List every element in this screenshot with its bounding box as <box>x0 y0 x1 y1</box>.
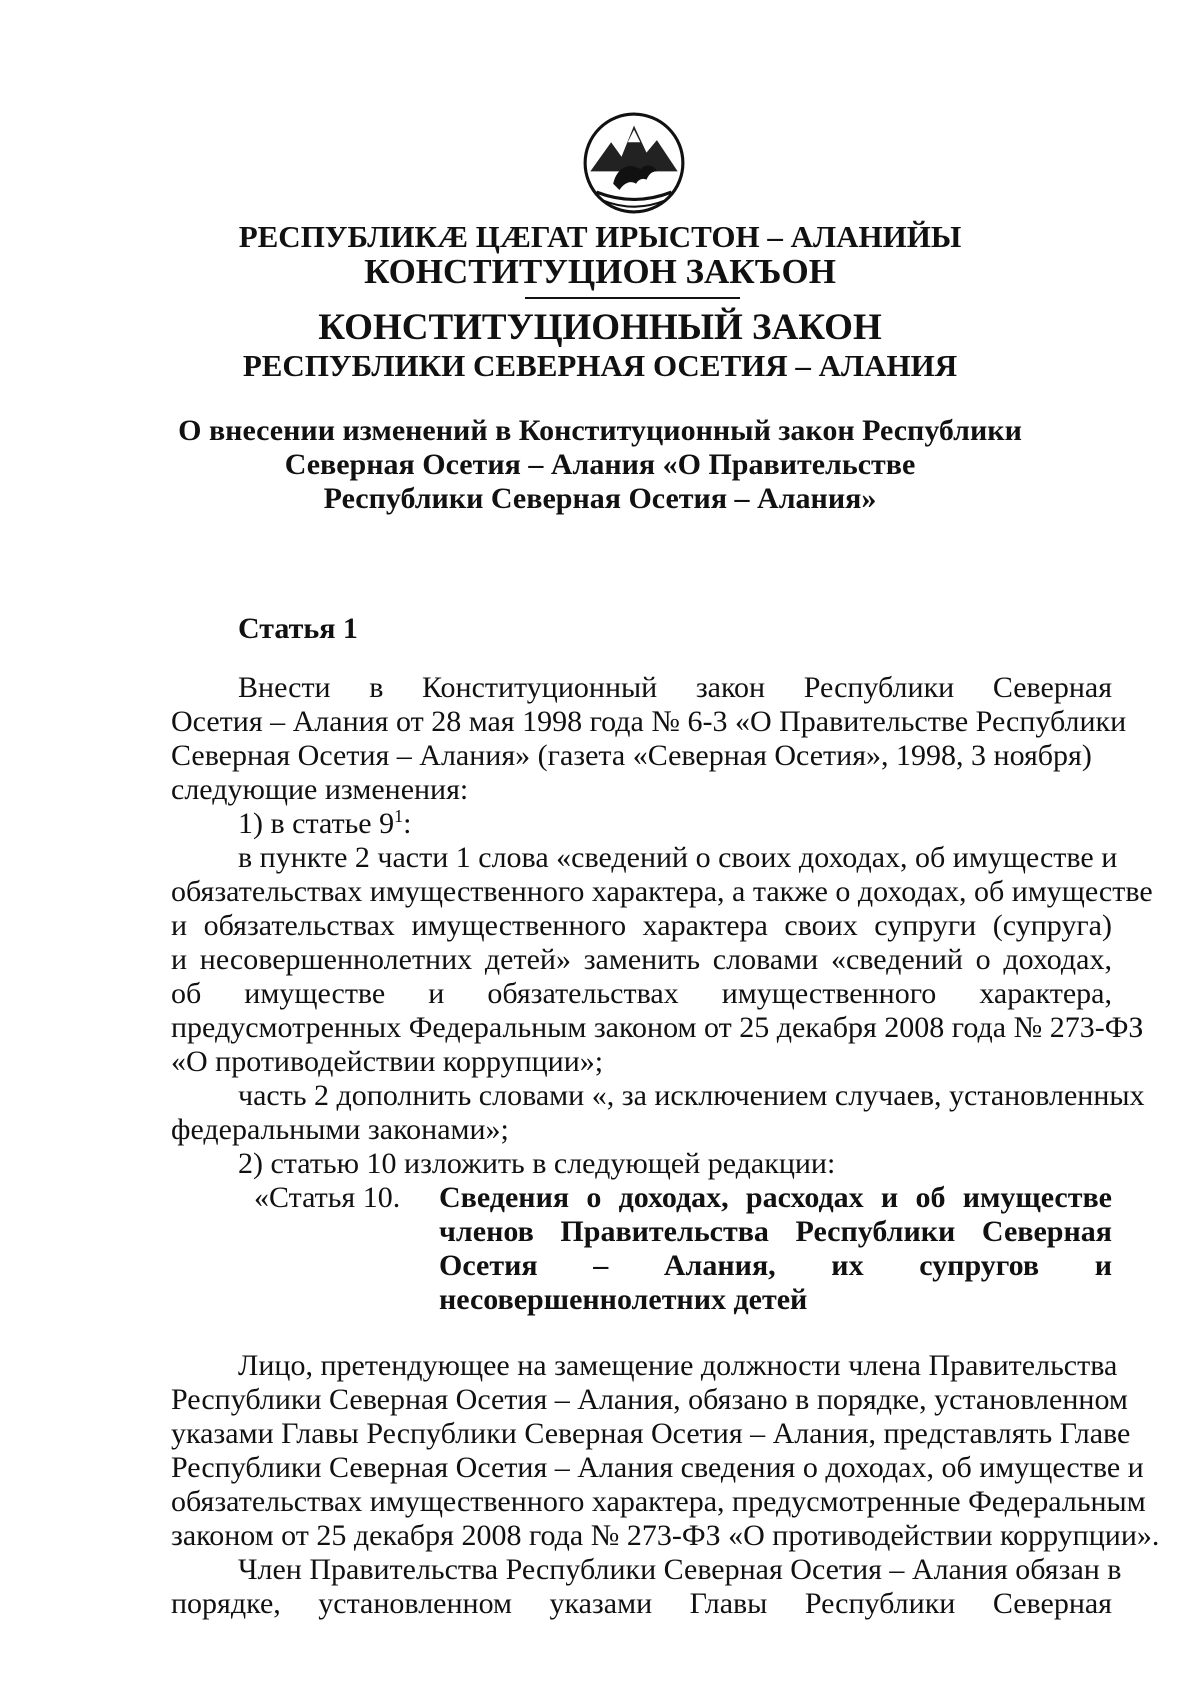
body-line: Осетия – Алания от 28 мая 1998 года № 6-3 «О Правительстве Республики <box>171 705 1127 738</box>
body-line: Северная Осетия – Алания» (газета «Северная Осетия», 1998, 3 ноября) <box>171 739 1092 772</box>
body-line: порядке, установленном указами Главы Республики Северная <box>171 1587 1112 1620</box>
body-line: часть 2 дополнить словами «, за исключением случаев, установленных <box>238 1079 1145 1112</box>
body-line: Лицо, претендующее на замещение должности члена Правительства <box>238 1349 1118 1382</box>
subtitle-line-3: Республики Северная Осетия – Алания» <box>323 482 877 515</box>
subtitle-line-2: Северная Осетия – Алания «О Правительстве <box>284 448 916 481</box>
body-line: следующие изменения: <box>171 773 469 806</box>
body-line: законом от 25 декабря 2008 года № 273-ФЗ «О противодействии коррупции». <box>171 1519 1160 1552</box>
body-line: обязательствах имущественного характера, предусмотренные Федеральным <box>171 1485 1146 1518</box>
new-article-title-line: несовершеннолетних детей <box>439 1283 808 1316</box>
header-divider <box>525 297 740 299</box>
new-article-title-line: Сведения о доходах, расходах и об имуществе <box>439 1181 1112 1214</box>
new-article-title-line: членов Правительства Республики Северная <box>439 1215 1112 1248</box>
body-line-item-1 <box>238 807 1112 841</box>
header-line-2: КОНСТИТУЦИОН ЗАКЪОН <box>364 252 836 291</box>
subtitle-line-1: О внесении изменений в Конституционный закон Республики <box>178 414 1022 447</box>
body-line: федеральными законами»; <box>171 1113 509 1146</box>
body-line: и несовершеннолетних детей» заменить словами «сведений о доходах, <box>171 943 1112 976</box>
body-line: в пункте 2 части 1 слова «сведений о своих доходах, об имуществе и <box>238 841 1118 874</box>
body-line: Внести в Конституционный закон Республики Северная <box>238 671 1112 704</box>
body-line: об имуществе и обязательствах имущественного характера, <box>171 977 1112 1010</box>
body-line: предусмотренных Федеральным законом от 25 декабря 2008 года № 273-ФЗ <box>171 1011 1144 1044</box>
header-line-3: КОНСТИТУЦИОННЫЙ ЗАКОН <box>318 307 882 348</box>
body-line: Республики Северная Осетия – Алания, обязано в порядке, установленном <box>171 1383 1128 1416</box>
body-line: обязательствах имущественного характера, а также о доходах, об имуществе <box>171 875 1153 908</box>
article-heading: Статья 1 <box>238 612 358 645</box>
item-1-colon: : <box>403 807 412 840</box>
new-article-label: «Статья 10. <box>254 1181 401 1214</box>
body-line: 2) статью 10 изложить в следующей редакции: <box>238 1147 836 1180</box>
body-line: «О противодействии коррупции»; <box>171 1045 604 1078</box>
superscript: 1 <box>394 806 404 826</box>
new-article-title-line: Осетия – Алания, их супругов и <box>439 1249 1112 1282</box>
item-1-text: 1) в статье 9 <box>238 807 395 840</box>
body-line: указами Главы Республики Северная Осетия – Алания, представлять Главе <box>171 1417 1131 1450</box>
header-line-4: РЕСПУБЛИКИ СЕВЕРНАЯ ОСЕТИЯ – АЛАНИЯ <box>242 348 958 383</box>
body-line: и обязательствах имущественного характера своих супруги (супруга) <box>171 909 1112 942</box>
body-line: Республики Северная Осетия – Алания сведения о доходах, об имуществе и <box>171 1451 1144 1484</box>
header-line-1: РЕСПУБЛИКӔ ЦӔГАТ ИРЫСТОН – АЛАНИЙЫ <box>238 219 962 254</box>
coat-of-arms-icon <box>582 111 686 215</box>
body-line: Член Правительства Республики Северная Осетия – Алания обязан в <box>238 1553 1122 1586</box>
